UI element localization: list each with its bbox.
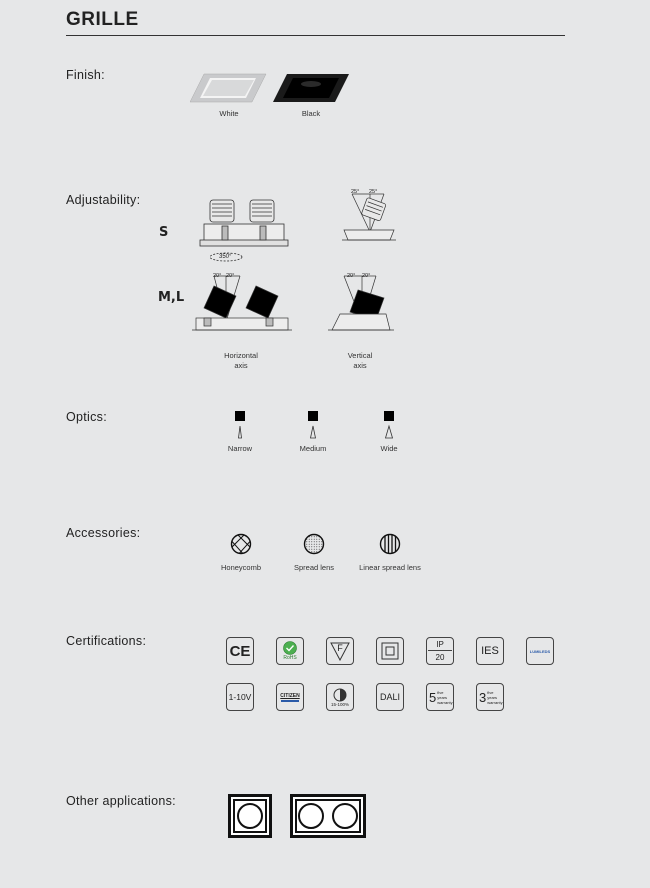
- spread-lens-icon: [303, 533, 325, 555]
- spread-lens-label: Spread lens: [293, 563, 335, 572]
- narrow-label: Narrow: [227, 444, 253, 453]
- ce-mark-icon: CE: [226, 637, 254, 665]
- rotation-angle: 350°: [219, 254, 232, 260]
- s-vertical-drawing: [338, 188, 400, 248]
- ml-horizontal-angle-left: 20°: [213, 273, 222, 279]
- double-grille-diagram: [290, 794, 366, 838]
- horizontal-axis-label: [211, 351, 271, 371]
- horizontal-axis-line2: axis: [234, 361, 248, 370]
- warranty-3-number: 3: [479, 689, 487, 705]
- class-ii-icon: [376, 637, 404, 665]
- linear-spread-lens-label: Linear spread lens: [359, 563, 421, 572]
- finish-heading: Finish:: [66, 68, 105, 82]
- vertical-axis-label: [330, 351, 390, 371]
- optics-heading: Optics:: [66, 410, 107, 424]
- citizen-logo: [276, 683, 304, 711]
- warranty-5-years-icon: [426, 683, 454, 711]
- wide-beam-icon: [383, 410, 395, 440]
- rohs-icon: [276, 637, 304, 665]
- warranty-5-word1: five: [437, 689, 444, 695]
- adjustability-heading: Adjustability:: [66, 193, 141, 207]
- single-grille-diagram: [228, 794, 272, 838]
- white-finish-image: [190, 72, 268, 104]
- warranty-3-word2: years: [487, 694, 498, 700]
- ip-rating: 20: [435, 653, 445, 663]
- ml-vertical-angle-right: 20°: [362, 273, 371, 279]
- accessories-heading: Accessories:: [66, 526, 141, 540]
- dimming-1-10v-icon: 1-10V: [226, 683, 254, 711]
- dim-range-icon: [326, 683, 354, 711]
- s-vertical-angle-right: 25°: [369, 189, 378, 195]
- wide-label: Wide: [380, 444, 398, 453]
- narrow-beam-icon: [234, 410, 246, 440]
- warranty-3-word1: five: [487, 689, 494, 695]
- black-label: Black: [301, 109, 321, 118]
- ip20-icon: [426, 637, 454, 665]
- vertical-axis-line2: axis: [353, 361, 367, 370]
- white-label: White: [219, 109, 239, 118]
- size-s-label: S: [159, 225, 169, 240]
- title-divider: [66, 35, 565, 36]
- medium-beam-icon: [307, 410, 319, 440]
- size-ml-label: M,L: [158, 290, 185, 305]
- dim-range-text: 15-100%: [330, 701, 349, 707]
- warranty-5-word3: warranty: [437, 699, 453, 705]
- ml-vertical-drawing: [328, 272, 394, 336]
- honeycomb-icon: [230, 533, 252, 555]
- dali-icon: DALI: [376, 683, 404, 711]
- f-mark-text: F: [337, 643, 343, 653]
- linear-spread-lens-icon: [379, 533, 401, 555]
- ml-horizontal-drawing: [192, 272, 292, 336]
- lumileds-logo: [526, 637, 554, 665]
- black-finish-image: [273, 72, 351, 104]
- rohs-text: RoHS: [283, 655, 297, 661]
- ies-icon: IES: [476, 637, 504, 665]
- warranty-5-word2: years: [437, 694, 448, 700]
- ml-vertical-angle-left: 20°: [347, 273, 356, 279]
- citizen-text: CITIZEN: [280, 692, 300, 699]
- page-title: GRILLE: [66, 9, 139, 30]
- medium-label: Medium: [299, 444, 327, 453]
- warranty-5-number: 5: [429, 689, 437, 705]
- warranty-3-word3: warranty: [487, 699, 503, 705]
- other-applications-heading: Other applications:: [66, 794, 176, 808]
- ml-horizontal-angle-right: 20°: [226, 273, 235, 279]
- lumileds-text: LUMILEDS: [529, 648, 551, 654]
- certifications-heading: Certifications:: [66, 634, 147, 648]
- vertical-axis-line1: Vertical: [347, 351, 373, 360]
- f-mark-icon: [326, 637, 354, 665]
- horizontal-axis-line1: Horizontal: [224, 351, 258, 360]
- s-horizontal-drawing: [198, 194, 290, 264]
- s-vertical-angle-left: 25°: [351, 189, 360, 195]
- ip-text: IP: [436, 639, 444, 649]
- honeycomb-label: Honeycomb: [220, 563, 262, 572]
- warranty-3-years-icon: [476, 683, 504, 711]
